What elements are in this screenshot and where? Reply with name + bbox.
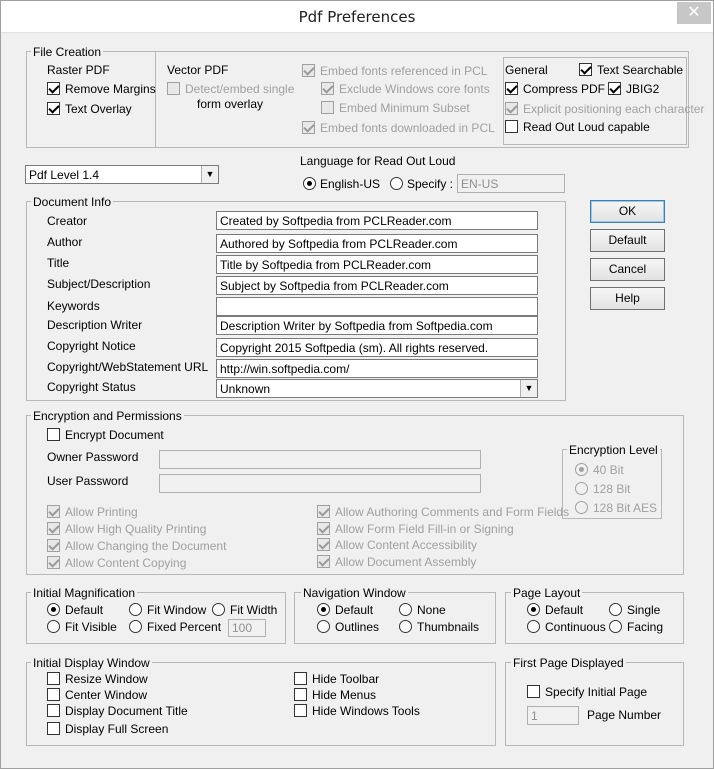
hide-toolbar-checkbox[interactable]	[294, 672, 307, 685]
copyright-notice-input[interactable]: Copyright 2015 Softpedia (sm). All rights reserved.	[216, 338, 538, 357]
layout-facing-label: Facing	[627, 620, 664, 634]
text-overlay-label: Text Overlay	[65, 102, 132, 116]
default-button[interactable]: Default	[590, 229, 665, 252]
specify-initial-page-checkbox[interactable]	[527, 685, 540, 698]
copyright-url-input[interactable]: http://win.softpedia.com/	[216, 359, 538, 378]
fit-window-radio[interactable]	[129, 603, 142, 616]
help-button[interactable]: Help	[590, 287, 665, 310]
128-bit-aes-label: 128 Bit AES	[593, 501, 658, 515]
page-number-input[interactable]: 1	[527, 706, 579, 725]
hide-menus-checkbox[interactable]	[294, 688, 307, 701]
nav-default-radio[interactable]	[317, 603, 330, 616]
raster-pdf-heading: Raster PDF	[47, 63, 110, 77]
english-us-radio[interactable]	[303, 177, 316, 190]
window-title: Pdf Preferences	[298, 8, 416, 26]
cancel-button[interactable]: Cancel	[590, 258, 665, 281]
keywords-input[interactable]	[216, 297, 538, 316]
encryption-legend: Encryption and Permissions	[33, 409, 182, 423]
allow-accessibility-checkbox[interactable]	[317, 538, 330, 551]
hide-menus-label: Hide Menus	[312, 688, 377, 702]
layout-single-radio[interactable]	[609, 603, 622, 616]
allow-comments-checkbox[interactable]	[317, 505, 330, 518]
specify-language-input[interactable]: EN-US	[457, 174, 565, 193]
layout-continuous-label: Continuous	[545, 620, 606, 634]
user-password-label: User Password	[47, 474, 129, 488]
embed-fonts-pcl-checkbox[interactable]	[302, 64, 315, 77]
language-label: Language for Read Out Loud	[300, 154, 456, 168]
subject-label: Subject/Description	[47, 277, 151, 291]
nav-none-label: None	[417, 603, 446, 617]
detect-embed-label: Detect/embed single	[185, 82, 295, 96]
pdf-level-value: Pdf Level 1.4	[29, 168, 100, 182]
layout-default-radio[interactable]	[527, 603, 540, 616]
chevron-down-icon[interactable]: ▼	[520, 380, 537, 397]
exclude-windows-fonts-label: Exclude Windows core fonts	[339, 82, 490, 96]
nav-none-radio[interactable]	[399, 603, 412, 616]
text-searchable-label: Text Searchable	[597, 63, 684, 77]
layout-facing-radio[interactable]	[609, 620, 622, 633]
author-label: Author	[47, 235, 83, 249]
copyright-status-select[interactable]	[216, 379, 538, 398]
allow-changing-label: Allow Changing the Document	[65, 539, 227, 553]
description-writer-label: Description Writer	[47, 318, 143, 332]
ok-button[interactable]: OK	[590, 200, 665, 223]
specify-language-radio[interactable]	[390, 177, 403, 190]
subject-input[interactable]: Subject by Softpedia from PCLReader.com	[216, 276, 538, 295]
128-bit-aes-radio[interactable]	[575, 501, 588, 514]
chevron-down-icon[interactable]: ▼	[201, 166, 218, 183]
explicit-positioning-label: Explicit positioning each character	[523, 102, 705, 116]
owner-password-label: Owner Password	[47, 450, 139, 464]
owner-password-input[interactable]	[159, 450, 481, 469]
page-layout-legend: Page Layout	[513, 586, 581, 600]
title-label: Title	[47, 256, 70, 270]
allow-copying-label: Allow Content Copying	[65, 556, 187, 570]
fit-width-radio[interactable]	[212, 603, 225, 616]
pdf-level-select[interactable]	[25, 165, 219, 184]
nav-thumbnails-radio[interactable]	[399, 620, 412, 633]
fixed-percent-radio[interactable]	[129, 620, 142, 633]
magnification-legend: Initial Magnification	[33, 586, 136, 600]
allow-assembly-label: Allow Document Assembly	[335, 555, 477, 569]
full-screen-label: Display Full Screen	[65, 722, 169, 736]
user-password-input[interactable]	[159, 474, 481, 493]
hide-toolbar-label: Hide Toolbar	[312, 672, 380, 686]
allow-assembly-checkbox[interactable]	[317, 555, 330, 568]
mag-default-radio[interactable]	[47, 603, 60, 616]
embed-min-subset-label: Embed Minimum Subset	[339, 101, 470, 115]
document-info-legend: Document Info	[33, 195, 112, 209]
first-page-legend: First Page Displayed	[513, 656, 624, 670]
creator-input[interactable]: Created by Softpedia from PCLReader.com	[216, 211, 538, 230]
resize-window-label: Resize Window	[65, 672, 148, 686]
description-writer-input[interactable]: Description Writer by Softpedia from Softpedia.com	[216, 316, 538, 335]
allow-changing-checkbox[interactable]	[47, 539, 60, 552]
specify-language-label: Specify :	[407, 177, 454, 191]
fit-visible-label: Fit Visible	[65, 620, 117, 634]
encryption-level-legend: Encryption Level	[569, 443, 658, 457]
hide-tools-label: Hide Windows Tools	[312, 704, 420, 718]
40-bit-radio[interactable]	[575, 463, 588, 476]
remove-margins-checkbox[interactable]	[47, 82, 60, 95]
embed-min-subset-checkbox[interactable]	[321, 101, 334, 114]
close-icon[interactable]: ✕	[677, 2, 711, 24]
mag-default-label: Default	[65, 603, 104, 617]
embed-fonts-pcl-label: Embed fonts referenced in PCL	[320, 64, 488, 78]
remove-margins-label: Remove Margins	[65, 82, 156, 96]
fit-window-label: Fit Window	[147, 603, 207, 617]
allow-comments-label: Allow Authoring Comments and Form Fields	[335, 505, 570, 519]
nav-default-label: Default	[335, 603, 374, 617]
full-screen-checkbox[interactable]	[47, 722, 60, 735]
embed-fonts-downloaded-checkbox[interactable]	[302, 121, 315, 134]
general-heading: General	[505, 63, 548, 77]
center-window-label: Center Window	[65, 688, 148, 702]
copyright-status-label: Copyright Status	[47, 380, 136, 394]
title-bar	[1, 1, 713, 33]
form-overlay-label: form overlay	[197, 97, 264, 111]
allow-hq-printing-label: Allow High Quality Printing	[65, 522, 207, 536]
128-bit-radio[interactable]	[575, 482, 588, 495]
compress-pdf-label: Compress PDF	[523, 82, 606, 96]
vector-divider	[155, 51, 156, 148]
fixed-percent-input[interactable]: 100	[228, 619, 266, 637]
allow-form-fill-checkbox[interactable]	[317, 522, 330, 535]
allow-hq-printing-checkbox[interactable]	[47, 522, 60, 535]
keywords-label: Keywords	[47, 299, 100, 313]
center-window-checkbox[interactable]	[47, 688, 60, 701]
embed-fonts-downloaded-label: Embed fonts downloaded in PCL	[320, 121, 495, 135]
display-title-label: Display Document Title	[65, 704, 188, 718]
display-window-legend: Initial Display Window	[33, 656, 150, 670]
nav-outlines-label: Outlines	[335, 620, 380, 634]
read-out-loud-label: Read Out Loud capable	[523, 120, 650, 134]
copyright-status-value: Unknown	[220, 382, 271, 396]
fit-width-label: Fit Width	[230, 603, 278, 617]
read-out-loud-checkbox[interactable]	[505, 120, 518, 133]
vector-pdf-heading: Vector PDF	[167, 63, 229, 77]
fixed-percent-label: Fixed Percent	[147, 620, 222, 634]
display-title-checkbox[interactable]	[47, 704, 60, 717]
allow-accessibility-label: Allow Content Accessibility	[335, 538, 478, 552]
explicit-positioning-checkbox[interactable]	[505, 102, 518, 115]
layout-single-label: Single	[627, 603, 661, 617]
128-bit-label: 128 Bit	[593, 482, 631, 496]
encrypt-document-label: Encrypt Document	[65, 428, 164, 442]
allow-printing-label: Allow Printing	[65, 505, 138, 519]
creator-label: Creator	[47, 214, 88, 228]
jbig2-label: JBIG2	[626, 82, 660, 96]
copyright-notice-label: Copyright Notice	[47, 339, 136, 353]
nav-outlines-radio[interactable]	[317, 620, 330, 633]
title-input[interactable]: Title by Softpedia from PCLReader.com	[216, 255, 538, 274]
file-creation-legend: File Creation	[33, 45, 102, 59]
jbig2-checkbox[interactable]	[608, 82, 621, 95]
detect-embed-checkbox[interactable]	[167, 82, 180, 95]
copyright-url-label: Copyright/WebStatement URL	[47, 360, 209, 374]
allow-printing-checkbox[interactable]	[47, 505, 60, 518]
first-page-group	[505, 662, 684, 746]
english-us-label: English-US	[320, 177, 381, 191]
navigation-legend: Navigation Window	[303, 586, 406, 600]
layout-continuous-radio[interactable]	[527, 620, 540, 633]
layout-default-label: Default	[545, 603, 584, 617]
fit-visible-radio[interactable]	[47, 620, 60, 633]
allow-form-fill-label: Allow Form Field Fill-in or Signing	[335, 522, 514, 536]
exclude-windows-fonts-checkbox[interactable]	[321, 82, 334, 95]
author-input[interactable]: Authored by Softpedia from PCLReader.com	[216, 234, 538, 253]
resize-window-checkbox[interactable]	[47, 672, 60, 685]
encrypt-document-checkbox[interactable]	[47, 428, 60, 441]
allow-copying-checkbox[interactable]	[47, 556, 60, 569]
page-number-label: Page Number	[587, 708, 662, 722]
40-bit-label: 40 Bit	[593, 463, 624, 477]
hide-tools-checkbox[interactable]	[294, 704, 307, 717]
text-overlay-checkbox[interactable]	[47, 102, 60, 115]
compress-pdf-checkbox[interactable]	[505, 82, 518, 95]
nav-thumbnails-label: Thumbnails	[417, 620, 480, 634]
text-searchable-checkbox[interactable]	[579, 63, 592, 76]
specify-initial-page-label: Specify Initial Page	[545, 685, 648, 699]
